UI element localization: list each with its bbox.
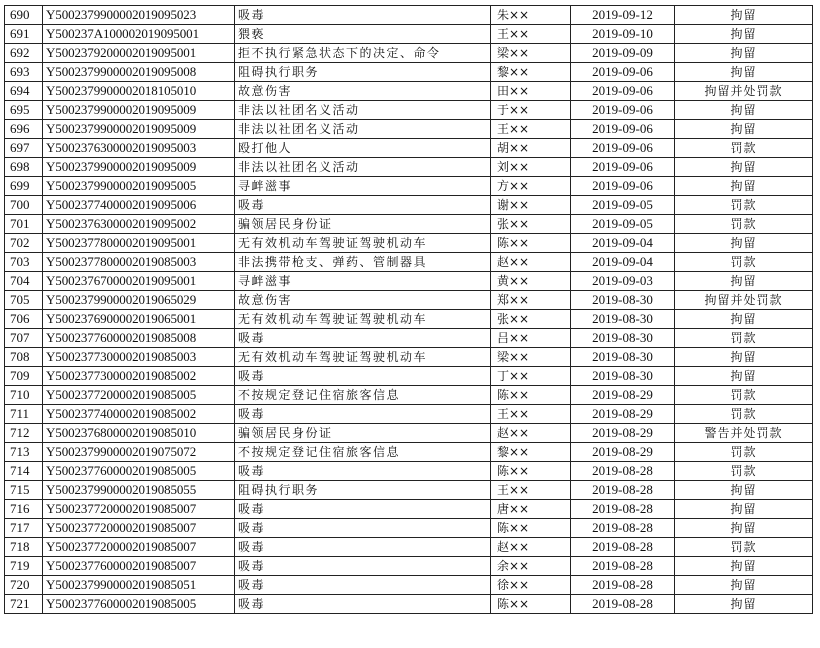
decision-date-cell: 2019-08-30	[571, 310, 675, 329]
row-number-cell: 712	[5, 424, 43, 443]
row-number-cell: 716	[5, 500, 43, 519]
case-id-cell: Y5002377300002019085002	[43, 367, 235, 386]
person-name-cell: 陈××	[491, 519, 571, 538]
penalty-cell: 罚款	[675, 329, 813, 348]
penalty-cell: 拘留并处罚款	[675, 291, 813, 310]
case-id-cell: Y5002377600002019085005	[43, 595, 235, 614]
table-body	[5, 6, 813, 614]
case-type-cell: 拒不执行紧急状态下的决定、命令	[235, 44, 491, 63]
case-id-cell: Y5002379900002019085051	[43, 576, 235, 595]
table-row	[5, 6, 813, 25]
case-id-cell: Y5002377200002019085005	[43, 386, 235, 405]
decision-date-cell: 2019-08-30	[571, 329, 675, 348]
decision-date-cell: 2019-08-29	[571, 424, 675, 443]
table-row	[5, 101, 813, 120]
table-row	[5, 44, 813, 63]
table-row	[5, 310, 813, 329]
person-name-cell: 郑××	[491, 291, 571, 310]
row-number-cell: 707	[5, 329, 43, 348]
penalty-cell: 罚款	[675, 538, 813, 557]
case-type-cell: 无有效机动车驾驶证驾驶机动车	[235, 310, 491, 329]
person-name-cell: 赵××	[491, 424, 571, 443]
penalty-cell: 拘留	[675, 6, 813, 25]
case-id-cell: Y5002379900002019095009	[43, 101, 235, 120]
decision-date-cell: 2019-09-06	[571, 158, 675, 177]
person-name-cell: 徐××	[491, 576, 571, 595]
case-type-cell: 吸毒	[235, 500, 491, 519]
row-number-cell: 700	[5, 196, 43, 215]
case-id-cell: Y5002376300002019095002	[43, 215, 235, 234]
case-type-cell: 非法以社团名义活动	[235, 120, 491, 139]
decision-date-cell: 2019-09-06	[571, 139, 675, 158]
person-name-cell: 刘××	[491, 158, 571, 177]
table-row	[5, 291, 813, 310]
decision-date-cell: 2019-09-06	[571, 120, 675, 139]
table-row	[5, 234, 813, 253]
table-row	[5, 348, 813, 367]
penalty-cell: 拘留	[675, 177, 813, 196]
row-number-cell: 702	[5, 234, 43, 253]
row-number-cell: 694	[5, 82, 43, 101]
case-type-cell: 故意伤害	[235, 82, 491, 101]
person-name-cell: 陈××	[491, 462, 571, 481]
case-id-cell: Y5002377600002019085008	[43, 329, 235, 348]
penalty-cell: 拘留	[675, 519, 813, 538]
case-id-cell: Y5002377200002019085007	[43, 519, 235, 538]
table-row	[5, 367, 813, 386]
case-id-cell: Y5002379900002018105010	[43, 82, 235, 101]
person-name-cell: 黄××	[491, 272, 571, 291]
person-name-cell: 余××	[491, 557, 571, 576]
case-id-cell: Y5002379900002019065029	[43, 291, 235, 310]
person-name-cell: 陈××	[491, 595, 571, 614]
case-type-cell: 吸毒	[235, 557, 491, 576]
case-id-cell: Y5002377800002019095001	[43, 234, 235, 253]
case-type-cell: 非法以社团名义活动	[235, 101, 491, 120]
case-id-cell: Y5002377400002019095006	[43, 196, 235, 215]
decision-date-cell: 2019-09-12	[571, 6, 675, 25]
case-id-cell: Y5002379900002019085055	[43, 481, 235, 500]
decision-date-cell: 2019-09-10	[571, 25, 675, 44]
person-name-cell: 王××	[491, 120, 571, 139]
penalty-cell: 拘留	[675, 500, 813, 519]
decision-date-cell: 2019-09-06	[571, 101, 675, 120]
row-number-cell: 692	[5, 44, 43, 63]
person-name-cell: 田××	[491, 82, 571, 101]
person-name-cell: 于××	[491, 101, 571, 120]
decision-date-cell: 2019-08-30	[571, 291, 675, 310]
case-type-cell: 猥亵	[235, 25, 491, 44]
penalty-cell: 拘留	[675, 120, 813, 139]
case-id-cell: Y5002379900002019075072	[43, 443, 235, 462]
penalty-cell: 拘留	[675, 234, 813, 253]
case-id-cell: Y5002376700002019095001	[43, 272, 235, 291]
row-number-cell: 705	[5, 291, 43, 310]
person-name-cell: 陈××	[491, 386, 571, 405]
table-row	[5, 25, 813, 44]
case-id-cell: Y5002377600002019085005	[43, 462, 235, 481]
penalty-cell: 罚款	[675, 462, 813, 481]
table-row	[5, 481, 813, 500]
decision-date-cell: 2019-08-28	[571, 557, 675, 576]
decision-date-cell: 2019-09-06	[571, 177, 675, 196]
table-row	[5, 63, 813, 82]
table-row	[5, 386, 813, 405]
row-number-cell: 714	[5, 462, 43, 481]
person-name-cell: 胡××	[491, 139, 571, 158]
person-name-cell: 谢××	[491, 196, 571, 215]
penalty-cell: 罚款	[675, 215, 813, 234]
case-id-cell: Y5002377600002019085007	[43, 557, 235, 576]
table-row	[5, 196, 813, 215]
penalty-records-table	[4, 5, 813, 614]
person-name-cell: 陈××	[491, 234, 571, 253]
row-number-cell: 713	[5, 443, 43, 462]
person-name-cell: 赵××	[491, 538, 571, 557]
case-id-cell: Y5002379900002019095008	[43, 63, 235, 82]
case-type-cell: 寻衅滋事	[235, 177, 491, 196]
row-number-cell: 697	[5, 139, 43, 158]
case-id-cell: Y5002379900002019095009	[43, 120, 235, 139]
decision-date-cell: 2019-09-05	[571, 215, 675, 234]
case-id-cell: Y5002376800002019085010	[43, 424, 235, 443]
row-number-cell: 698	[5, 158, 43, 177]
table-row	[5, 82, 813, 101]
decision-date-cell: 2019-09-09	[571, 44, 675, 63]
case-type-cell: 不按规定登记住宿旅客信息	[235, 386, 491, 405]
case-id-cell: Y5002379900002019095005	[43, 177, 235, 196]
case-id-cell: Y5002377400002019085002	[43, 405, 235, 424]
table-row	[5, 443, 813, 462]
decision-date-cell: 2019-08-29	[571, 405, 675, 424]
case-id-cell: Y5002377200002019085007	[43, 500, 235, 519]
table-row	[5, 329, 813, 348]
penalty-cell: 拘留	[675, 101, 813, 120]
case-type-cell: 吸毒	[235, 6, 491, 25]
table-row	[5, 424, 813, 443]
penalty-cell: 罚款	[675, 253, 813, 272]
penalty-cell: 拘留	[675, 63, 813, 82]
row-number-cell: 709	[5, 367, 43, 386]
table-row	[5, 519, 813, 538]
table-row	[5, 500, 813, 519]
penalty-cell: 拘留	[675, 595, 813, 614]
table-row	[5, 405, 813, 424]
penalty-cell: 拘留	[675, 272, 813, 291]
row-number-cell: 708	[5, 348, 43, 367]
row-number-cell: 693	[5, 63, 43, 82]
case-type-cell: 吸毒	[235, 196, 491, 215]
case-type-cell: 吸毒	[235, 576, 491, 595]
case-id-cell: Y5002377800002019085003	[43, 253, 235, 272]
decision-date-cell: 2019-09-04	[571, 234, 675, 253]
row-number-cell: 717	[5, 519, 43, 538]
case-type-cell: 骗领居民身份证	[235, 424, 491, 443]
row-number-cell: 711	[5, 405, 43, 424]
decision-date-cell: 2019-09-06	[571, 82, 675, 101]
case-id-cell: Y5002379900002019095009	[43, 158, 235, 177]
decision-date-cell: 2019-08-28	[571, 538, 675, 557]
penalty-cell: 拘留	[675, 348, 813, 367]
case-type-cell: 无有效机动车驾驶证驾驶机动车	[235, 234, 491, 253]
penalty-cell: 警告并处罚款	[675, 424, 813, 443]
decision-date-cell: 2019-09-03	[571, 272, 675, 291]
row-number-cell: 704	[5, 272, 43, 291]
case-type-cell: 吸毒	[235, 519, 491, 538]
case-type-cell: 吸毒	[235, 367, 491, 386]
case-id-cell: Y5002377200002019085007	[43, 538, 235, 557]
penalty-cell: 拘留	[675, 25, 813, 44]
case-type-cell: 非法携带枪支、弹药、管制器具	[235, 253, 491, 272]
penalty-cell: 罚款	[675, 386, 813, 405]
case-id-cell: Y500237A100002019095001	[43, 25, 235, 44]
case-type-cell: 吸毒	[235, 329, 491, 348]
decision-date-cell: 2019-08-30	[571, 367, 675, 386]
row-number-cell: 721	[5, 595, 43, 614]
table-row	[5, 253, 813, 272]
table-row	[5, 215, 813, 234]
decision-date-cell: 2019-08-28	[571, 462, 675, 481]
row-number-cell: 690	[5, 6, 43, 25]
penalty-cell: 罚款	[675, 196, 813, 215]
person-name-cell: 丁××	[491, 367, 571, 386]
case-type-cell: 殴打他人	[235, 139, 491, 158]
table-row	[5, 272, 813, 291]
penalty-cell: 拘留	[675, 481, 813, 500]
row-number-cell: 701	[5, 215, 43, 234]
penalty-cell: 罚款	[675, 139, 813, 158]
row-number-cell: 691	[5, 25, 43, 44]
row-number-cell: 715	[5, 481, 43, 500]
person-name-cell: 朱××	[491, 6, 571, 25]
person-name-cell: 黎××	[491, 63, 571, 82]
person-name-cell: 方××	[491, 177, 571, 196]
table-row	[5, 177, 813, 196]
case-id-cell: Y5002379200002019095001	[43, 44, 235, 63]
row-number-cell: 699	[5, 177, 43, 196]
person-name-cell: 梁××	[491, 348, 571, 367]
decision-date-cell: 2019-08-28	[571, 481, 675, 500]
table-row	[5, 576, 813, 595]
decision-date-cell: 2019-09-06	[571, 63, 675, 82]
penalty-cell: 拘留	[675, 367, 813, 386]
case-type-cell: 吸毒	[235, 462, 491, 481]
penalty-cell: 拘留	[675, 557, 813, 576]
decision-date-cell: 2019-08-29	[571, 386, 675, 405]
person-name-cell: 王××	[491, 25, 571, 44]
case-type-cell: 不按规定登记住宿旅客信息	[235, 443, 491, 462]
decision-date-cell: 2019-08-29	[571, 443, 675, 462]
table-row	[5, 139, 813, 158]
case-type-cell: 寻衅滋事	[235, 272, 491, 291]
person-name-cell: 黎××	[491, 443, 571, 462]
case-type-cell: 故意伤害	[235, 291, 491, 310]
case-type-cell: 阻碍执行职务	[235, 63, 491, 82]
row-number-cell: 719	[5, 557, 43, 576]
penalty-cell: 拘留	[675, 158, 813, 177]
person-name-cell: 赵××	[491, 253, 571, 272]
row-number-cell: 706	[5, 310, 43, 329]
case-type-cell: 无有效机动车驾驶证驾驶机动车	[235, 348, 491, 367]
row-number-cell: 710	[5, 386, 43, 405]
row-number-cell: 695	[5, 101, 43, 120]
decision-date-cell: 2019-08-28	[571, 500, 675, 519]
penalty-cell: 拘留	[675, 576, 813, 595]
row-number-cell: 718	[5, 538, 43, 557]
penalty-cell: 拘留	[675, 44, 813, 63]
decision-date-cell: 2019-08-28	[571, 576, 675, 595]
person-name-cell: 王××	[491, 481, 571, 500]
penalty-cell: 罚款	[675, 405, 813, 424]
case-id-cell: Y5002379900002019095023	[43, 6, 235, 25]
case-type-cell: 阻碍执行职务	[235, 481, 491, 500]
case-id-cell: Y5002376300002019095003	[43, 139, 235, 158]
case-type-cell: 骗领居民身份证	[235, 215, 491, 234]
table-row	[5, 158, 813, 177]
penalty-cell: 罚款	[675, 443, 813, 462]
table-row	[5, 462, 813, 481]
decision-date-cell: 2019-09-04	[571, 253, 675, 272]
person-name-cell: 梁××	[491, 44, 571, 63]
case-type-cell: 吸毒	[235, 595, 491, 614]
person-name-cell: 唐××	[491, 500, 571, 519]
table-row	[5, 557, 813, 576]
case-type-cell: 非法以社团名义活动	[235, 158, 491, 177]
penalty-cell: 拘留	[675, 310, 813, 329]
row-number-cell: 696	[5, 120, 43, 139]
row-number-cell: 703	[5, 253, 43, 272]
decision-date-cell: 2019-09-05	[571, 196, 675, 215]
row-number-cell: 720	[5, 576, 43, 595]
decision-date-cell: 2019-08-28	[571, 519, 675, 538]
decision-date-cell: 2019-08-30	[571, 348, 675, 367]
decision-date-cell: 2019-08-28	[571, 595, 675, 614]
case-id-cell: Y5002377300002019085003	[43, 348, 235, 367]
person-name-cell: 张××	[491, 310, 571, 329]
case-id-cell: Y5002376900002019065001	[43, 310, 235, 329]
person-name-cell: 王××	[491, 405, 571, 424]
case-type-cell: 吸毒	[235, 405, 491, 424]
case-type-cell: 吸毒	[235, 538, 491, 557]
table-row	[5, 538, 813, 557]
person-name-cell: 吕××	[491, 329, 571, 348]
table-row	[5, 120, 813, 139]
table-row	[5, 595, 813, 614]
penalty-cell: 拘留并处罚款	[675, 82, 813, 101]
person-name-cell: 张××	[491, 215, 571, 234]
